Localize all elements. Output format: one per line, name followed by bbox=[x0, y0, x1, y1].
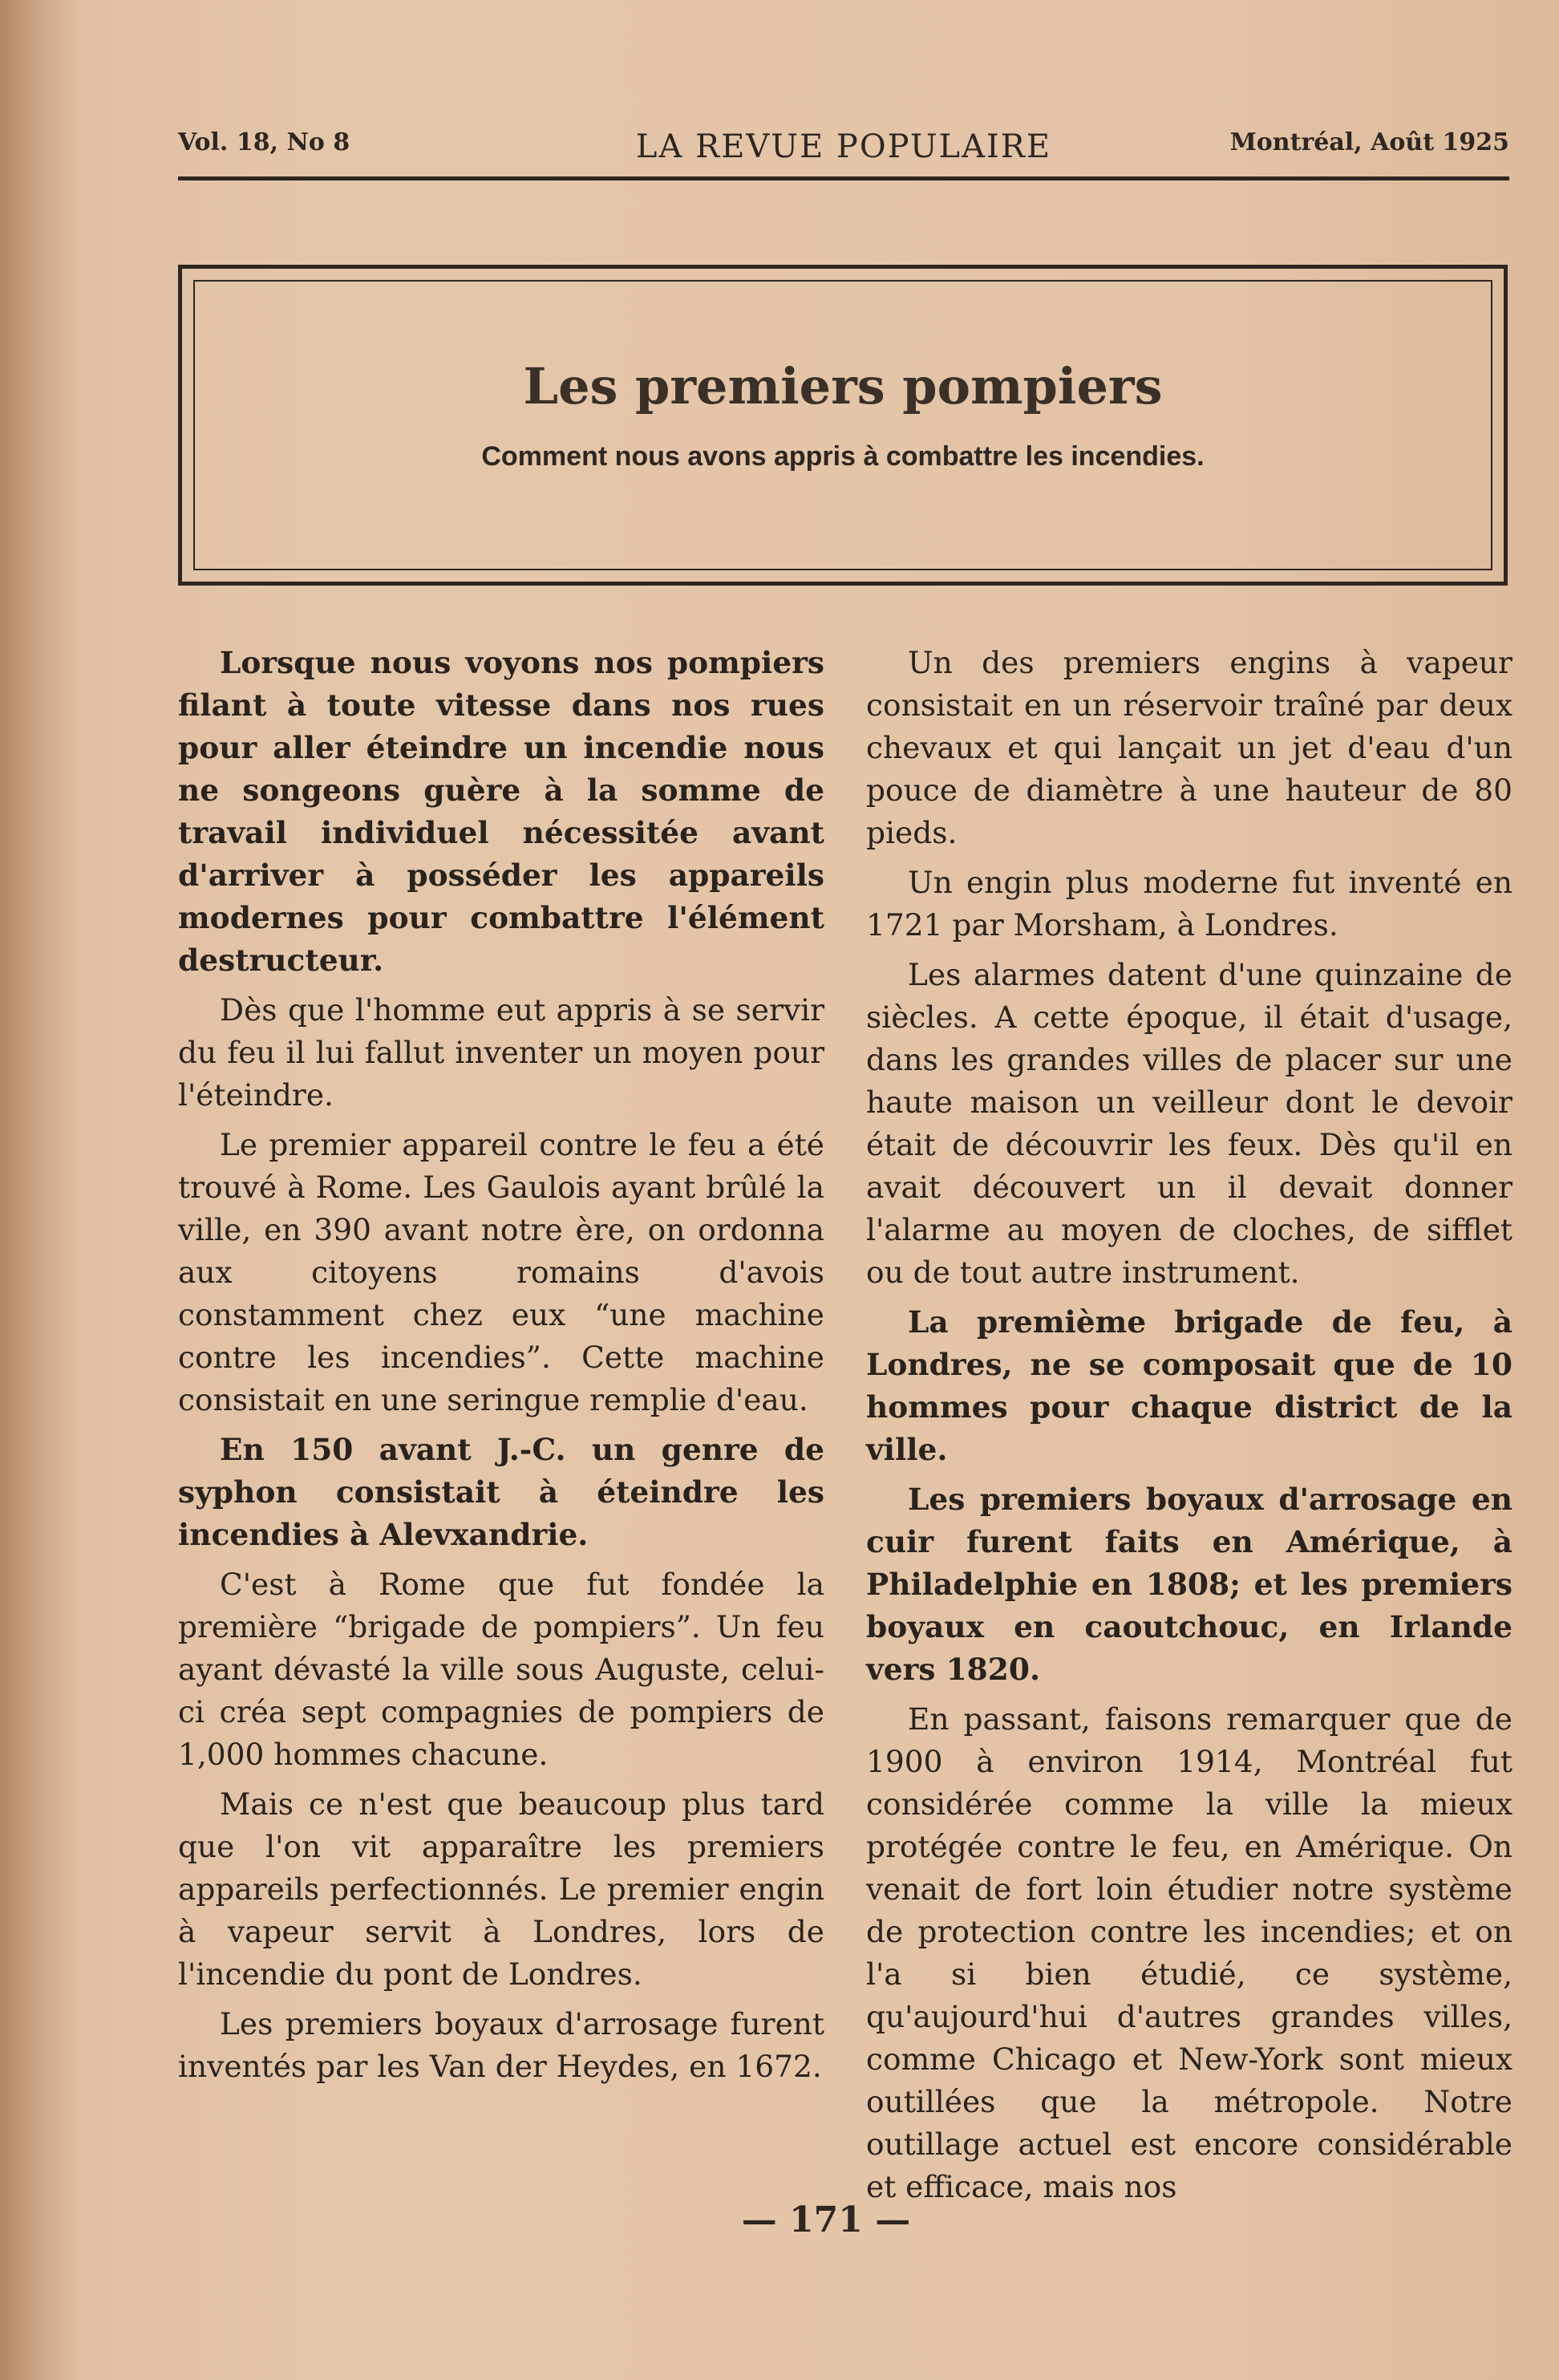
paragraph: Un des premiers engins à vapeur consistait en un réservoir traîné par deux chevaux et qui lançait un jet d'eau d'un pouce de diamètre à une hauteur de 80 pieds. bbox=[866, 645, 1512, 850]
paragraph: Un engin plus moderne fut inventé en 1721 par Morsham, à Londres. bbox=[866, 865, 1512, 943]
title-box-inner-border bbox=[193, 280, 1492, 570]
article-title: Les premiers pompiers bbox=[523, 357, 1163, 416]
paragraph: En 150 avant J.-C. un genre de syphon consistait à éteindre les incendies à Alevxandrie. bbox=[178, 1432, 824, 1552]
binding-shadow bbox=[0, 0, 76, 2380]
running-header bbox=[178, 120, 1509, 168]
page-number: — 171 — bbox=[741, 2200, 911, 2240]
paragraph: Les premiers boyaux d'arrosage en cuir furent faits en Amérique, à Philadelphie en 1808; et les premiers boyaux en caoutchouc, en Irlande vers 1820. bbox=[866, 1482, 1512, 1687]
paragraph: Le premier appareil contre le feu a été trouvé à Rome. Les Gaulois ayant brûlé la ville, en 390 avant notre ère, on ordonna aux citoyens romains d'avois constamment chez eux “une machine contre les incendies”. Cette machine consistait en une seringue remplie d'eau. bbox=[178, 1127, 824, 1417]
issue-date: Montréal, Août 1925 bbox=[1229, 128, 1509, 156]
paragraph: Mais ce n'est que beaucoup plus tard que l'on vit apparaître les premiers appareils perfectionnés. Le premier engin à vapeur servit à Londres, lors de l'incendie du pont de Londres. bbox=[178, 1786, 824, 1992]
header-rule bbox=[178, 176, 1509, 180]
article-subtitle: Comment nous avons appris à combattre les incendies. bbox=[481, 441, 1205, 472]
paragraph: Lorsque nous voyons nos pompiers filant à toute vitesse dans nos rues pour aller éteindre un incendie nous ne songeons guère à la somme de travail individuel nécessitée avant d'arriver à posséder les appareils modernes pour combattre l'élément destructeur. bbox=[178, 645, 824, 978]
right-column bbox=[866, 642, 1512, 2216]
left-column bbox=[178, 642, 824, 2095]
publication-title: LA REVUE POPULAIRE bbox=[635, 128, 1052, 165]
volume-number: Vol. 18, No 8 bbox=[178, 128, 350, 156]
paragraph: La premième brigade de feu, à Londres, ne se composait que de 10 hommes pour chaque district de la ville. bbox=[866, 1304, 1512, 1467]
paragraph: Dès que l'homme eut appris à se servir du feu il lui fallut inventer un moyen pour l'éteindre. bbox=[178, 992, 824, 1113]
title-box bbox=[178, 265, 1508, 586]
paragraph: En passant, faisons remarquer que de 1900 à environ 1914, Montréal fut considérée comme la ville la mieux protégée contre le feu, en Amérique. On venait de fort loin étudier notre système de protection contre les incendies; et on l'a si bien étudié, ce système, qu'aujourd'hui d'autres grandes villes, comme Chicago et New-York sont mieux outillées que la métropole. Notre outillage actuel est encore considérable et efficace, mais nos bbox=[866, 1701, 1512, 2204]
paragraph: C'est à Rome que fut fondée la première “brigade de pompiers”. Un feu ayant dévasté la ville sous Auguste, celui-ci créa sept compagnies de pompiers de 1,000 hommes chacune. bbox=[178, 1567, 824, 1772]
paragraph: Les premiers boyaux d'arrosage furent inventés par les Van der Heydes, en 1672. bbox=[178, 2006, 824, 2084]
paragraph: Les alarmes datent d'une quinzaine de siècles. A cette époque, il était d'usage, dans les grandes villes de placer sur une haute maison un veilleur dont le devoir était de découvrir les feux. Dès qu'il en avait découvert un il devait donner l'alarme au moyen de cloches, de sifflet ou de tout autre instrument. bbox=[866, 957, 1512, 1290]
